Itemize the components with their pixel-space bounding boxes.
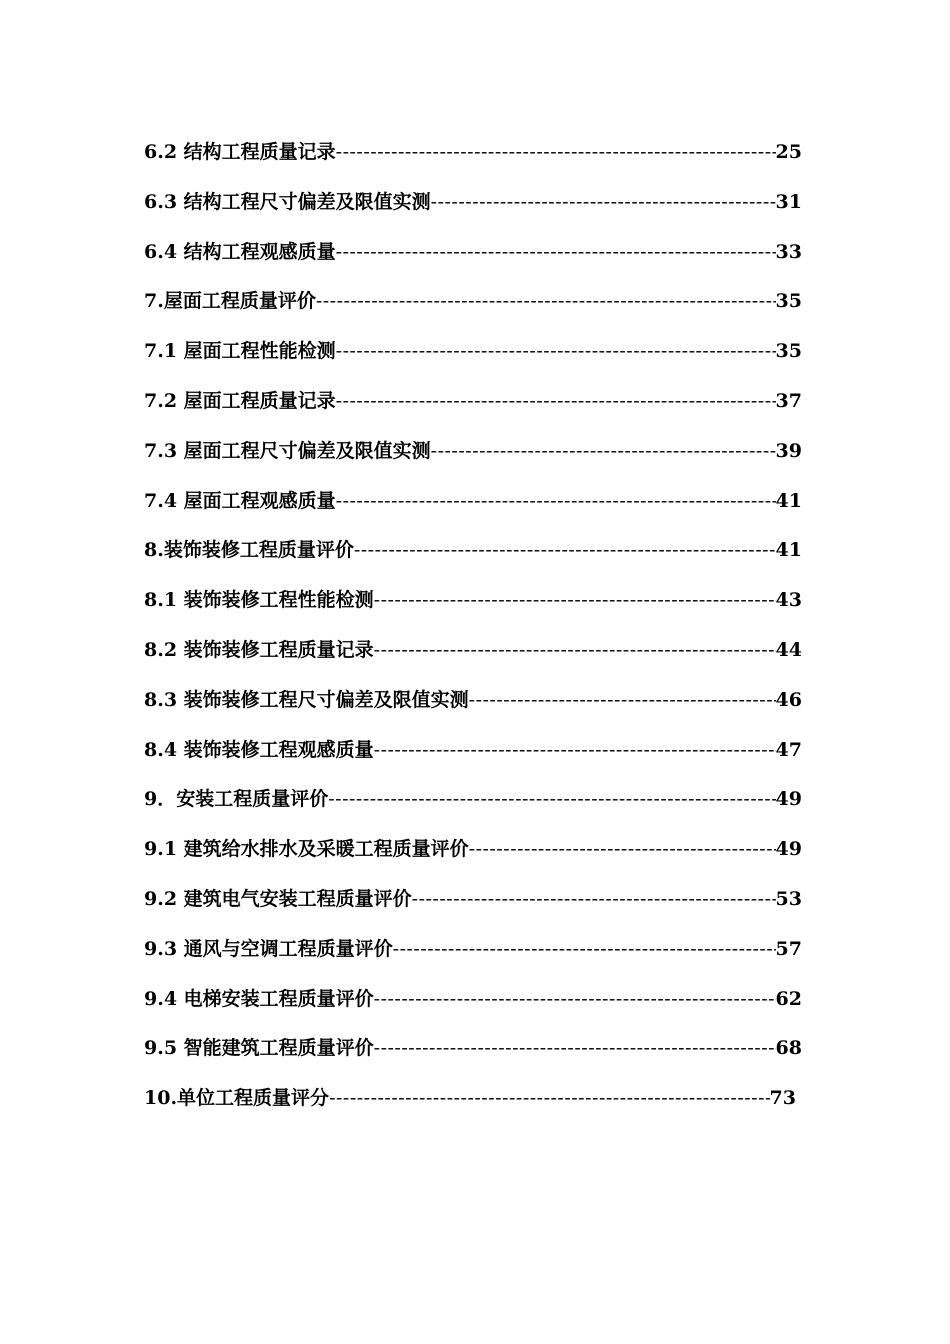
toc-entry-page-number: 53 bbox=[775, 887, 802, 910]
toc-entry-label: 9.3 通风与空调工程质量评价 bbox=[144, 937, 393, 960]
toc-entry-label: 6.3 结构工程尺寸偏差及限值实测 bbox=[144, 190, 431, 213]
toc-entry-label: 10.单位工程质量评分 bbox=[144, 1087, 330, 1110]
toc-leader-dots bbox=[412, 879, 776, 919]
toc-entry-page-number: 44 bbox=[775, 638, 802, 661]
toc-entry-7-1[interactable] bbox=[144, 331, 802, 381]
toc-leader-dots bbox=[374, 1028, 776, 1068]
toc-leader-dots bbox=[469, 829, 776, 869]
toc-leader-dots bbox=[374, 580, 776, 620]
toc-entry-page-number: 46 bbox=[775, 688, 802, 711]
toc-entry-label: 8.4 装饰装修工程观感质量 bbox=[144, 738, 374, 761]
toc-entry-9-3[interactable] bbox=[144, 929, 802, 979]
toc-entry-label: 7.2 屋面工程质量记录 bbox=[144, 389, 336, 412]
toc-entry-label: 7.3 屋面工程尺寸偏差及限值实测 bbox=[144, 439, 431, 462]
toc-entry-label: 9．安装工程质量评价 bbox=[144, 788, 329, 811]
toc-entry-page-number: 49 bbox=[775, 788, 802, 811]
toc-entry-page-number: 73 bbox=[769, 1087, 796, 1110]
toc-entry-9-5[interactable] bbox=[144, 1028, 802, 1078]
toc-entry-label: 8.2 装饰装修工程质量记录 bbox=[144, 638, 374, 661]
toc-entry-9-4[interactable] bbox=[144, 979, 802, 1029]
toc-entry-10[interactable] bbox=[144, 1078, 796, 1128]
toc-entry-page-number: 49 bbox=[775, 838, 802, 861]
toc-leader-dots bbox=[336, 381, 776, 421]
table-of-contents bbox=[144, 132, 802, 1128]
toc-entry-page-number: 57 bbox=[775, 937, 802, 960]
toc-entry-8[interactable] bbox=[144, 530, 802, 580]
toc-entry-label: 6.2 结构工程质量记录 bbox=[144, 141, 336, 163]
toc-entry-7-4[interactable] bbox=[144, 481, 802, 531]
toc-entry-label: 8.装饰装修工程质量评价 bbox=[144, 539, 354, 562]
toc-leader-dots bbox=[354, 530, 776, 570]
toc-entry-label: 7.屋面工程质量评价 bbox=[144, 290, 316, 313]
toc-entry-label: 8.3 装饰装修工程尺寸偏差及限值实测 bbox=[144, 688, 469, 711]
toc-entry-page-number: 41 bbox=[775, 539, 802, 562]
toc-entry-9-1[interactable] bbox=[144, 829, 802, 879]
toc-leader-dots bbox=[336, 232, 776, 272]
toc-entry-page-number: 62 bbox=[775, 987, 802, 1010]
toc-entry-page-number: 47 bbox=[775, 738, 802, 761]
toc-entry-8-4[interactable] bbox=[144, 730, 802, 780]
toc-entry-page-number: 31 bbox=[775, 190, 802, 213]
toc-entry-page-number: 35 bbox=[775, 340, 802, 363]
toc-entry-label: 7.1 屋面工程性能检测 bbox=[144, 340, 336, 363]
toc-entry-page-number: 35 bbox=[775, 290, 802, 313]
toc-entry-label: 6.4 结构工程观感质量 bbox=[144, 240, 336, 263]
toc-entry-9[interactable] bbox=[144, 779, 802, 829]
toc-entry-label: 7.4 屋面工程观感质量 bbox=[144, 489, 336, 512]
toc-leader-dots bbox=[336, 132, 776, 172]
toc-entry-8-1[interactable] bbox=[144, 580, 802, 630]
toc-leader-dots bbox=[336, 331, 776, 371]
toc-entry-7[interactable] bbox=[144, 281, 802, 331]
toc-leader-dots bbox=[336, 481, 776, 521]
toc-entry-7-3[interactable] bbox=[144, 431, 802, 481]
toc-leader-dots bbox=[328, 779, 775, 819]
toc-entry-label: 8.1 装饰装修工程性能检测 bbox=[144, 589, 374, 612]
toc-entry-page-number: 43 bbox=[775, 589, 802, 612]
toc-entry-page-number: 68 bbox=[775, 1037, 802, 1060]
toc-entry-8-3[interactable] bbox=[144, 680, 802, 730]
toc-leader-dots bbox=[374, 730, 776, 770]
toc-leader-dots bbox=[316, 281, 776, 321]
toc-leader-dots bbox=[393, 929, 776, 969]
toc-entry-label: 9.2 建筑电气安装工程质量评价 bbox=[144, 887, 412, 910]
toc-entry-label: 9.5 智能建筑工程质量评价 bbox=[144, 1037, 374, 1060]
toc-entry-page-number: 39 bbox=[775, 439, 802, 462]
toc-entry-page-number: 25 bbox=[775, 141, 802, 163]
toc-entry-7-2[interactable] bbox=[144, 381, 802, 431]
toc-entry-label: 9.1 建筑给水排水及采暖工程质量评价 bbox=[144, 838, 469, 861]
toc-entry-6-2[interactable] bbox=[144, 132, 802, 182]
toc-entry-6-3[interactable] bbox=[144, 182, 802, 232]
toc-leader-dots bbox=[469, 680, 776, 720]
toc-entry-label: 9.4 电梯安装工程质量评价 bbox=[144, 987, 374, 1010]
toc-entry-page-number: 41 bbox=[775, 489, 802, 512]
toc-entry-9-2[interactable] bbox=[144, 879, 802, 929]
toc-entry-page-number: 33 bbox=[775, 240, 802, 263]
toc-leader-dots bbox=[329, 1078, 769, 1118]
toc-leader-dots bbox=[374, 630, 776, 670]
toc-leader-dots bbox=[431, 431, 776, 471]
toc-entry-8-2[interactable] bbox=[144, 630, 802, 680]
toc-entry-page-number: 37 bbox=[775, 389, 802, 412]
toc-leader-dots bbox=[431, 182, 776, 222]
toc-leader-dots bbox=[374, 979, 776, 1019]
toc-entry-6-4[interactable] bbox=[144, 232, 802, 282]
